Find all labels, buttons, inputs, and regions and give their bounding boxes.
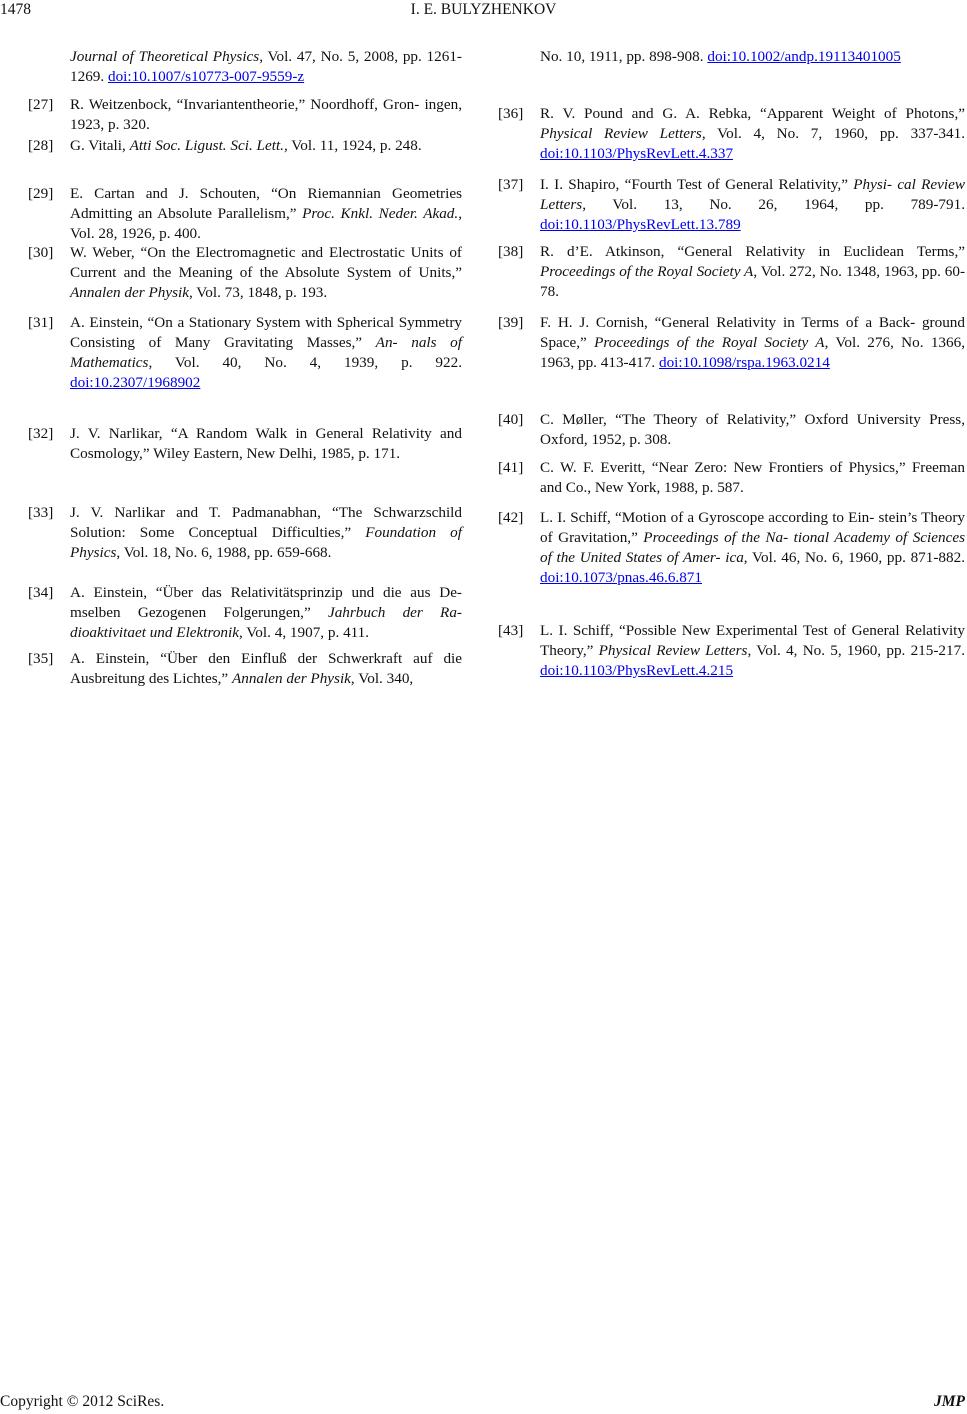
reference-number: [27] [28,96,54,113]
reference-text [70,184,462,244]
reference-number: [30] [28,244,54,261]
reference-number: [42] [498,509,524,526]
doi-link[interactable]: doi:10.1103/PhysRevLett.13.789 [540,216,741,233]
reference-segment: F. H. J. Cornish, “General Relativity in Terms of a Back- ground Space,” [540,314,965,351]
reference-segment: , Vol. 11, 1924, p. 248. [283,137,422,154]
footer-copyright: Copyright © 2012 SciRes. [0,1393,165,1410]
reference-number: [37] [498,176,524,193]
publication-title: Physical Review Letters [540,125,702,142]
reference-text [540,175,965,235]
reference-text [70,47,462,87]
reference-segment: R. V. Pound and G. A. Rebka, “Apparent Weight of Photons,” [540,105,965,122]
reference-entry [28,583,462,643]
reference-segment: , Vol. 46, No. 6, 1960, pp. 871-882. [743,549,965,566]
reference-segment: , Vol. 28, 1926, p. 400. [70,205,462,242]
reference-segment: E. Cartan and J. Schouten, “On Riemannian Geometries Admitting an Absolute Parallelism,” [70,185,462,222]
reference-entry [28,649,462,689]
reference-number: [40] [498,411,524,428]
reference-segment: , Vol. 340, [350,670,414,687]
reference-segment: C. Møller, “The Theory of Relativity,” Oxford University Press, Oxford, 1952, p. 308. [540,411,965,448]
publication-title: Annalen der Physik [70,284,189,301]
reference-text [540,104,965,164]
reference-segment: A. Einstein, “Über das Relativitätsprinzip und die aus De- mselben Gezogenen Folgerungen,” [70,584,462,621]
reference-text [70,649,462,689]
reference-text [70,424,462,464]
reference-segment: L. I. Schiff, “Possible New Experimental Test of General Relativity Theory,” [540,622,965,659]
reference-entry [28,313,462,393]
publication-title: Annalen der Physik [231,670,351,687]
publication-title: Proceedings of the Royal Society A [540,263,754,280]
reference-segment: C. W. F. Everitt, “Near Zero: New Frontiers of Physics,” Freeman and Co., New York, 1988, p. 587. [540,459,965,496]
footer-journal: JMP [934,1393,965,1410]
doi-link[interactable]: doi:10.1103/PhysRevLett.4.337 [540,145,734,162]
reference-entry [28,136,462,156]
reference-segment: G. Vitali, [70,137,130,154]
reference-entry [28,503,462,563]
reference-number: [33] [28,504,54,521]
publication-title: Journal of Theoretical Physics [70,48,260,65]
reference-number: [31] [28,314,54,331]
publication-title: Physi- cal Review Letters [540,176,965,213]
reference-text [70,313,462,393]
reference-segment: , Vol. 13, No. 26, 1964, pp. 789-791. [582,196,965,213]
publication-title: Proceedings of the Royal Society A [594,334,825,351]
reference-entry [498,47,965,67]
reference-number: [43] [498,622,524,639]
reference-number: [41] [498,459,524,476]
reference-entry [28,184,462,244]
reference-entry [498,410,965,450]
reference-number: [35] [28,650,54,667]
reference-segment: L. I. Schiff, “Motion of a Gyroscope according to Ein- stein’s Theory of Gravitation,” [540,509,965,546]
reference-text [70,136,462,156]
reference-segment: , Vol. 47, No. 5, 2008, pp. 1261-1269. [70,48,462,85]
reference-segment: , Vol. 272, No. 1348, 1963, pp. 60-78. [540,263,965,300]
reference-segment: I. I. Shapiro, “Fourth Test of General Relativity,” [540,176,854,193]
reference-entry [28,424,462,464]
reference-text [540,47,965,67]
reference-segment: J. V. Narlikar and T. Padmanabhan, “The Schwarzschild Solution: Some Conceptual Difficulties,” [70,504,462,541]
publication-title: An- nals of Mathematics [70,334,462,371]
doi-link[interactable]: doi:10.1002/andp.19113401005 [707,48,901,65]
reference-text [540,410,965,450]
reference-number: [36] [498,105,524,122]
reference-text [540,508,965,588]
reference-entry [498,104,965,164]
doi-link[interactable]: doi:10.2307/1968902 [70,374,201,391]
running-header-author: I. E. BULYZHENKOV [410,1,557,18]
reference-entry [498,175,965,235]
reference-text [540,313,965,373]
reference-segment: No. 10, 1911, pp. 898-908. [540,48,708,65]
reference-segment: W. Weber, “On the Electromagnetic and Electrostatic Units of Current and the Meaning of the Absolute System of Units,” [70,244,462,281]
reference-entry [28,95,462,135]
reference-segment: R. d’E. Atkinson, “General Relativity in Euclidean Terms,” [540,243,965,260]
reference-text [70,503,462,563]
publication-title: Physical Review Letters [598,642,748,659]
reference-segment: , Vol. 40, No. 4, 1939, p. 922. [148,354,462,371]
doi-link[interactable]: doi:10.1073/pnas.46.6.871 [540,569,702,586]
reference-segment: , Vol. 4, No. 5, 1960, pp. 215-217. [747,642,965,659]
reference-number: [38] [498,243,524,260]
reference-entry [498,242,965,302]
publication-title: Jahrbuch der Ra- dioaktivitaet und Elektronik [70,604,462,641]
reference-number: [34] [28,584,54,601]
doi-link[interactable]: doi:10.1098/rspa.1963.0214 [658,354,830,371]
reference-segment: R. Weitzenbock, “Invariantentheorie,” Noordhoff, Gron- ingen, 1923, p. 320. [70,96,462,133]
reference-text [70,243,462,303]
reference-text [540,242,965,302]
reference-entry [28,47,462,87]
reference-text [540,621,965,681]
doi-link[interactable]: doi:10.1103/PhysRevLett.4.215 [540,662,734,679]
publication-title: Foundation of Physics [70,524,462,561]
publication-title: Proc. Knkl. Neder. Akad. [302,205,459,222]
reference-number: [32] [28,425,54,442]
reference-segment: J. V. Narlikar, “A Random Walk in General Relativity and Cosmology,” Wiley Eastern, New Delhi, 1985, p. 171. [70,425,462,462]
reference-segment: , Vol. 4, No. 7, 1960, pp. 337-341. [701,125,965,142]
reference-entry [498,508,965,588]
reference-segment: A. Einstein, “On a Stationary System with Spherical Symmetry Consisting of Many Gravitating Masses,” [70,314,462,351]
reference-entry [498,621,965,681]
reference-number: [39] [498,314,524,331]
reference-segment: , Vol. 18, No. 6, 1988, pp. 659-668. [116,544,332,561]
reference-segment: , Vol. 73, 1848, p. 193. [188,284,328,301]
reference-text [540,458,965,498]
reference-entry [28,243,462,303]
publication-title: Proceedings of the Na- tional Academy of Sciences of the United States of Amer- ica [540,529,965,566]
reference-number: [28] [28,137,54,154]
reference-text [70,583,462,643]
doi-link[interactable]: doi:10.1007/s10773-007-9559-z [107,68,305,85]
reference-entry [498,313,965,373]
reference-segment: , Vol. 276, No. 1366, 1963, pp. 413-417. [540,334,966,371]
reference-text [70,95,462,135]
publication-title: Atti Soc. Ligust. Sci. Lett. [129,137,284,154]
page-number: 1478 [0,1,31,18]
reference-entry [498,458,965,498]
reference-segment: , Vol. 4, 1907, p. 411. [238,624,370,641]
reference-segment: A. Einstein, “Über den Einfluß der Schwerkraft auf die Ausbreitung des Lichtes,” [70,650,462,687]
reference-number: [29] [28,185,54,202]
